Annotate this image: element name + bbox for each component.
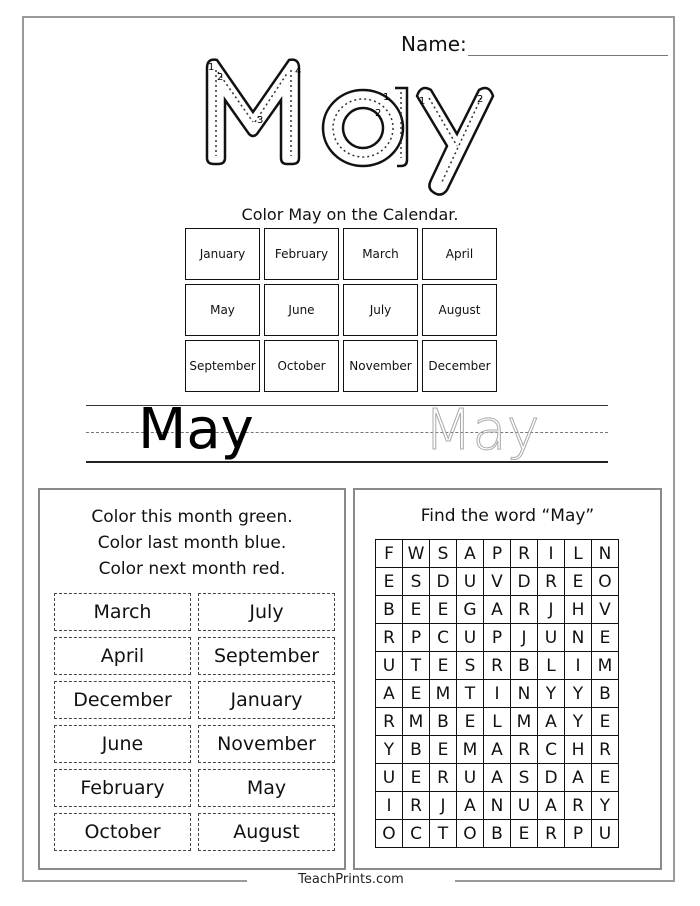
word-search-letter[interactable]: J bbox=[430, 792, 457, 820]
word-search-grid bbox=[375, 539, 619, 848]
instruction-green: Color this month green. bbox=[91, 507, 293, 527]
word-search-letter[interactable]: E bbox=[403, 596, 430, 624]
word-search-letter[interactable]: U bbox=[592, 820, 619, 848]
word-search-letter[interactable]: J bbox=[538, 596, 565, 624]
word-search-letter[interactable]: D bbox=[511, 568, 538, 596]
word-search-letter[interactable]: T bbox=[430, 820, 457, 848]
word-search-letter[interactable]: U bbox=[376, 764, 403, 792]
stroke-number: 2 bbox=[477, 94, 484, 105]
word-search-letter[interactable]: P bbox=[484, 624, 511, 652]
word-search-letter[interactable]: E bbox=[592, 708, 619, 736]
calendar-grid bbox=[185, 228, 497, 392]
word-search-letter[interactable]: P bbox=[484, 540, 511, 568]
word-search-letter[interactable]: A bbox=[484, 764, 511, 792]
word-search-letter[interactable]: I bbox=[376, 792, 403, 820]
word-search-letter[interactable]: H bbox=[565, 596, 592, 624]
word-search-letter[interactable]: L bbox=[538, 652, 565, 680]
stroke-number: 1 bbox=[383, 92, 390, 103]
color-instructions bbox=[40, 504, 344, 582]
word-search-letter[interactable]: A bbox=[376, 680, 403, 708]
word-search-letter[interactable]: E bbox=[592, 764, 619, 792]
word-search-letter[interactable]: R bbox=[511, 736, 538, 764]
word-search-letter[interactable]: V bbox=[592, 596, 619, 624]
word-search-letter[interactable]: M bbox=[592, 652, 619, 680]
word-search-letter[interactable]: A bbox=[457, 540, 484, 568]
month-box[interactable]: October bbox=[54, 813, 191, 851]
name-label: Name: bbox=[401, 32, 467, 56]
handwriting-example-word: May bbox=[138, 397, 254, 462]
word-search-letter[interactable]: E bbox=[430, 596, 457, 624]
word-search-row bbox=[376, 736, 619, 764]
calendar-month-march[interactable]: March bbox=[343, 228, 418, 280]
word-search-row bbox=[376, 820, 619, 848]
word-search-letter[interactable]: O bbox=[376, 820, 403, 848]
word-search-letter[interactable]: C bbox=[403, 820, 430, 848]
month-box[interactable]: January bbox=[198, 681, 335, 719]
word-search-letter[interactable]: R bbox=[511, 540, 538, 568]
word-search-letter[interactable]: E bbox=[592, 624, 619, 652]
word-search-letter[interactable]: P bbox=[403, 624, 430, 652]
word-search-letter[interactable]: E bbox=[457, 708, 484, 736]
word-search-letter[interactable]: M bbox=[511, 708, 538, 736]
word-search-letter[interactable]: U bbox=[457, 624, 484, 652]
calendar-month-november[interactable]: November bbox=[343, 340, 418, 392]
word-search-letter[interactable]: E bbox=[565, 568, 592, 596]
word-search-letter[interactable]: U bbox=[511, 792, 538, 820]
word-search-letter[interactable]: T bbox=[403, 652, 430, 680]
word-search-letter[interactable]: U bbox=[457, 568, 484, 596]
month-box[interactable]: July bbox=[198, 593, 335, 631]
word-search-letter[interactable]: Y bbox=[538, 680, 565, 708]
word-search-letter[interactable]: S bbox=[430, 540, 457, 568]
word-search-letter[interactable]: B bbox=[592, 680, 619, 708]
word-search-letter[interactable]: M bbox=[430, 680, 457, 708]
calendar-month-june[interactable]: June bbox=[264, 284, 339, 336]
word-search-letter[interactable]: M bbox=[403, 708, 430, 736]
word-search-letter[interactable]: Y bbox=[592, 792, 619, 820]
word-search-letter[interactable]: C bbox=[538, 736, 565, 764]
instruction-blue: Color last month blue. bbox=[97, 533, 287, 553]
word-search-letter[interactable]: R bbox=[430, 764, 457, 792]
word-search-letter[interactable]: A bbox=[457, 792, 484, 820]
word-search-letter[interactable]: B bbox=[511, 652, 538, 680]
word-search-letter[interactable]: R bbox=[565, 792, 592, 820]
stroke-number: 2 bbox=[217, 72, 224, 83]
calendar-heading: Color May on the Calendar. bbox=[241, 205, 459, 224]
footer-text: TeachPrints.com bbox=[298, 872, 404, 887]
word-search-letter[interactable]: S bbox=[511, 764, 538, 792]
stroke-number: 2 bbox=[375, 108, 382, 119]
word-search-letter[interactable]: N bbox=[484, 792, 511, 820]
calendar-month-april[interactable]: April bbox=[422, 228, 497, 280]
word-search-letter[interactable]: R bbox=[376, 708, 403, 736]
word-search-letter[interactable]: A bbox=[538, 708, 565, 736]
word-search-letter[interactable]: B bbox=[403, 736, 430, 764]
stroke-number: 1 bbox=[208, 62, 215, 73]
word-search-letter[interactable]: L bbox=[565, 540, 592, 568]
word-search-letter[interactable]: D bbox=[538, 764, 565, 792]
word-search-letter[interactable]: U bbox=[457, 764, 484, 792]
title-trace-word bbox=[195, 50, 505, 200]
word-search-row bbox=[376, 680, 619, 708]
word-search-letter[interactable]: T bbox=[457, 680, 484, 708]
word-search-letter[interactable]: R bbox=[376, 624, 403, 652]
month-box[interactable]: March bbox=[54, 593, 191, 631]
calendar-month-may[interactable]: May bbox=[185, 284, 260, 336]
handwriting-trace-word: May bbox=[424, 398, 540, 463]
word-search-letter[interactable]: R bbox=[484, 652, 511, 680]
word-search-letter[interactable]: S bbox=[403, 568, 430, 596]
word-search-letter[interactable]: U bbox=[376, 652, 403, 680]
color-month-grid bbox=[54, 593, 335, 851]
word-search-row bbox=[376, 540, 619, 568]
word-search-letter[interactable]: I bbox=[484, 680, 511, 708]
word-search-row bbox=[376, 792, 619, 820]
word-search-letter[interactable]: N bbox=[565, 624, 592, 652]
instruction-red: Color next month red. bbox=[98, 559, 286, 579]
color-month-panel bbox=[38, 488, 346, 870]
word-search-letter[interactable]: R bbox=[592, 736, 619, 764]
word-search-letter[interactable]: B bbox=[430, 708, 457, 736]
word-search-row bbox=[376, 624, 619, 652]
word-search-letter[interactable]: C bbox=[430, 624, 457, 652]
word-search-letter[interactable]: S bbox=[457, 652, 484, 680]
word-search-letter[interactable]: D bbox=[430, 568, 457, 596]
calendar-month-january[interactable]: January bbox=[185, 228, 260, 280]
word-search-letter[interactable]: A bbox=[484, 736, 511, 764]
word-search-letter[interactable]: P bbox=[565, 820, 592, 848]
word-search-letter[interactable]: M bbox=[457, 736, 484, 764]
word-search-letter[interactable]: E bbox=[430, 652, 457, 680]
word-search-letter[interactable]: E bbox=[376, 568, 403, 596]
word-search-letter[interactable]: G bbox=[457, 596, 484, 624]
word-search-letter[interactable]: E bbox=[403, 680, 430, 708]
word-search-letter[interactable]: R bbox=[538, 820, 565, 848]
word-search-panel bbox=[353, 488, 662, 870]
footer-rule-left bbox=[22, 880, 247, 882]
word-search-letter[interactable]: Y bbox=[565, 680, 592, 708]
calendar-month-october[interactable]: October bbox=[264, 340, 339, 392]
word-search-row bbox=[376, 652, 619, 680]
word-search-letter[interactable]: E bbox=[511, 820, 538, 848]
word-search-letter[interactable]: R bbox=[538, 568, 565, 596]
word-search-letter[interactable]: B bbox=[376, 596, 403, 624]
word-search-letter[interactable]: V bbox=[484, 568, 511, 596]
word-search-row bbox=[376, 568, 619, 596]
word-search-row bbox=[376, 596, 619, 624]
word-search-letter[interactable]: A bbox=[538, 792, 565, 820]
word-search-letter[interactable]: B bbox=[484, 820, 511, 848]
word-search-letter[interactable]: I bbox=[538, 540, 565, 568]
month-box[interactable]: May bbox=[198, 769, 335, 807]
footer-rule-right bbox=[455, 880, 675, 882]
stroke-number: 3 bbox=[257, 115, 264, 126]
word-search-letter[interactable]: F bbox=[376, 540, 403, 568]
stroke-number: 1 bbox=[419, 96, 426, 107]
word-search-letter[interactable]: E bbox=[403, 764, 430, 792]
word-search-letter[interactable]: U bbox=[538, 624, 565, 652]
stroke-number: 4 bbox=[295, 66, 302, 77]
word-search-row bbox=[376, 764, 619, 792]
calendar-month-december[interactable]: December bbox=[422, 340, 497, 392]
word-search-letter[interactable]: A bbox=[565, 764, 592, 792]
month-box[interactable]: November bbox=[198, 725, 335, 763]
word-search-row bbox=[376, 708, 619, 736]
handwriting-practice[interactable] bbox=[86, 397, 608, 463]
word-search-letter[interactable]: O bbox=[457, 820, 484, 848]
word-search-letter[interactable]: R bbox=[511, 596, 538, 624]
month-box[interactable]: February bbox=[54, 769, 191, 807]
word-search-letter[interactable]: O bbox=[592, 568, 619, 596]
word-search-letter[interactable]: A bbox=[484, 596, 511, 624]
word-search-letter[interactable]: I bbox=[565, 652, 592, 680]
word-search-letter[interactable]: R bbox=[403, 792, 430, 820]
word-search-letter[interactable]: J bbox=[511, 624, 538, 652]
month-box[interactable]: September bbox=[198, 637, 335, 675]
word-search-letter[interactable]: W bbox=[403, 540, 430, 568]
word-search-letter[interactable]: Y bbox=[565, 708, 592, 736]
word-search-letter[interactable]: H bbox=[565, 736, 592, 764]
month-box[interactable]: August bbox=[198, 813, 335, 851]
calendar-month-february[interactable]: February bbox=[264, 228, 339, 280]
word-search-letter[interactable]: N bbox=[592, 540, 619, 568]
month-box[interactable]: April bbox=[54, 637, 191, 675]
month-box[interactable]: June bbox=[54, 725, 191, 763]
calendar-month-august[interactable]: August bbox=[422, 284, 497, 336]
word-search-letter[interactable]: E bbox=[430, 736, 457, 764]
calendar-month-july[interactable]: July bbox=[343, 284, 418, 336]
word-search-letter[interactable]: L bbox=[484, 708, 511, 736]
word-search-letter[interactable]: Y bbox=[376, 736, 403, 764]
month-box[interactable]: December bbox=[54, 681, 191, 719]
word-search-letter[interactable]: N bbox=[511, 680, 538, 708]
calendar-month-september[interactable]: September bbox=[185, 340, 260, 392]
word-search-title: Find the word “May” bbox=[420, 506, 595, 526]
